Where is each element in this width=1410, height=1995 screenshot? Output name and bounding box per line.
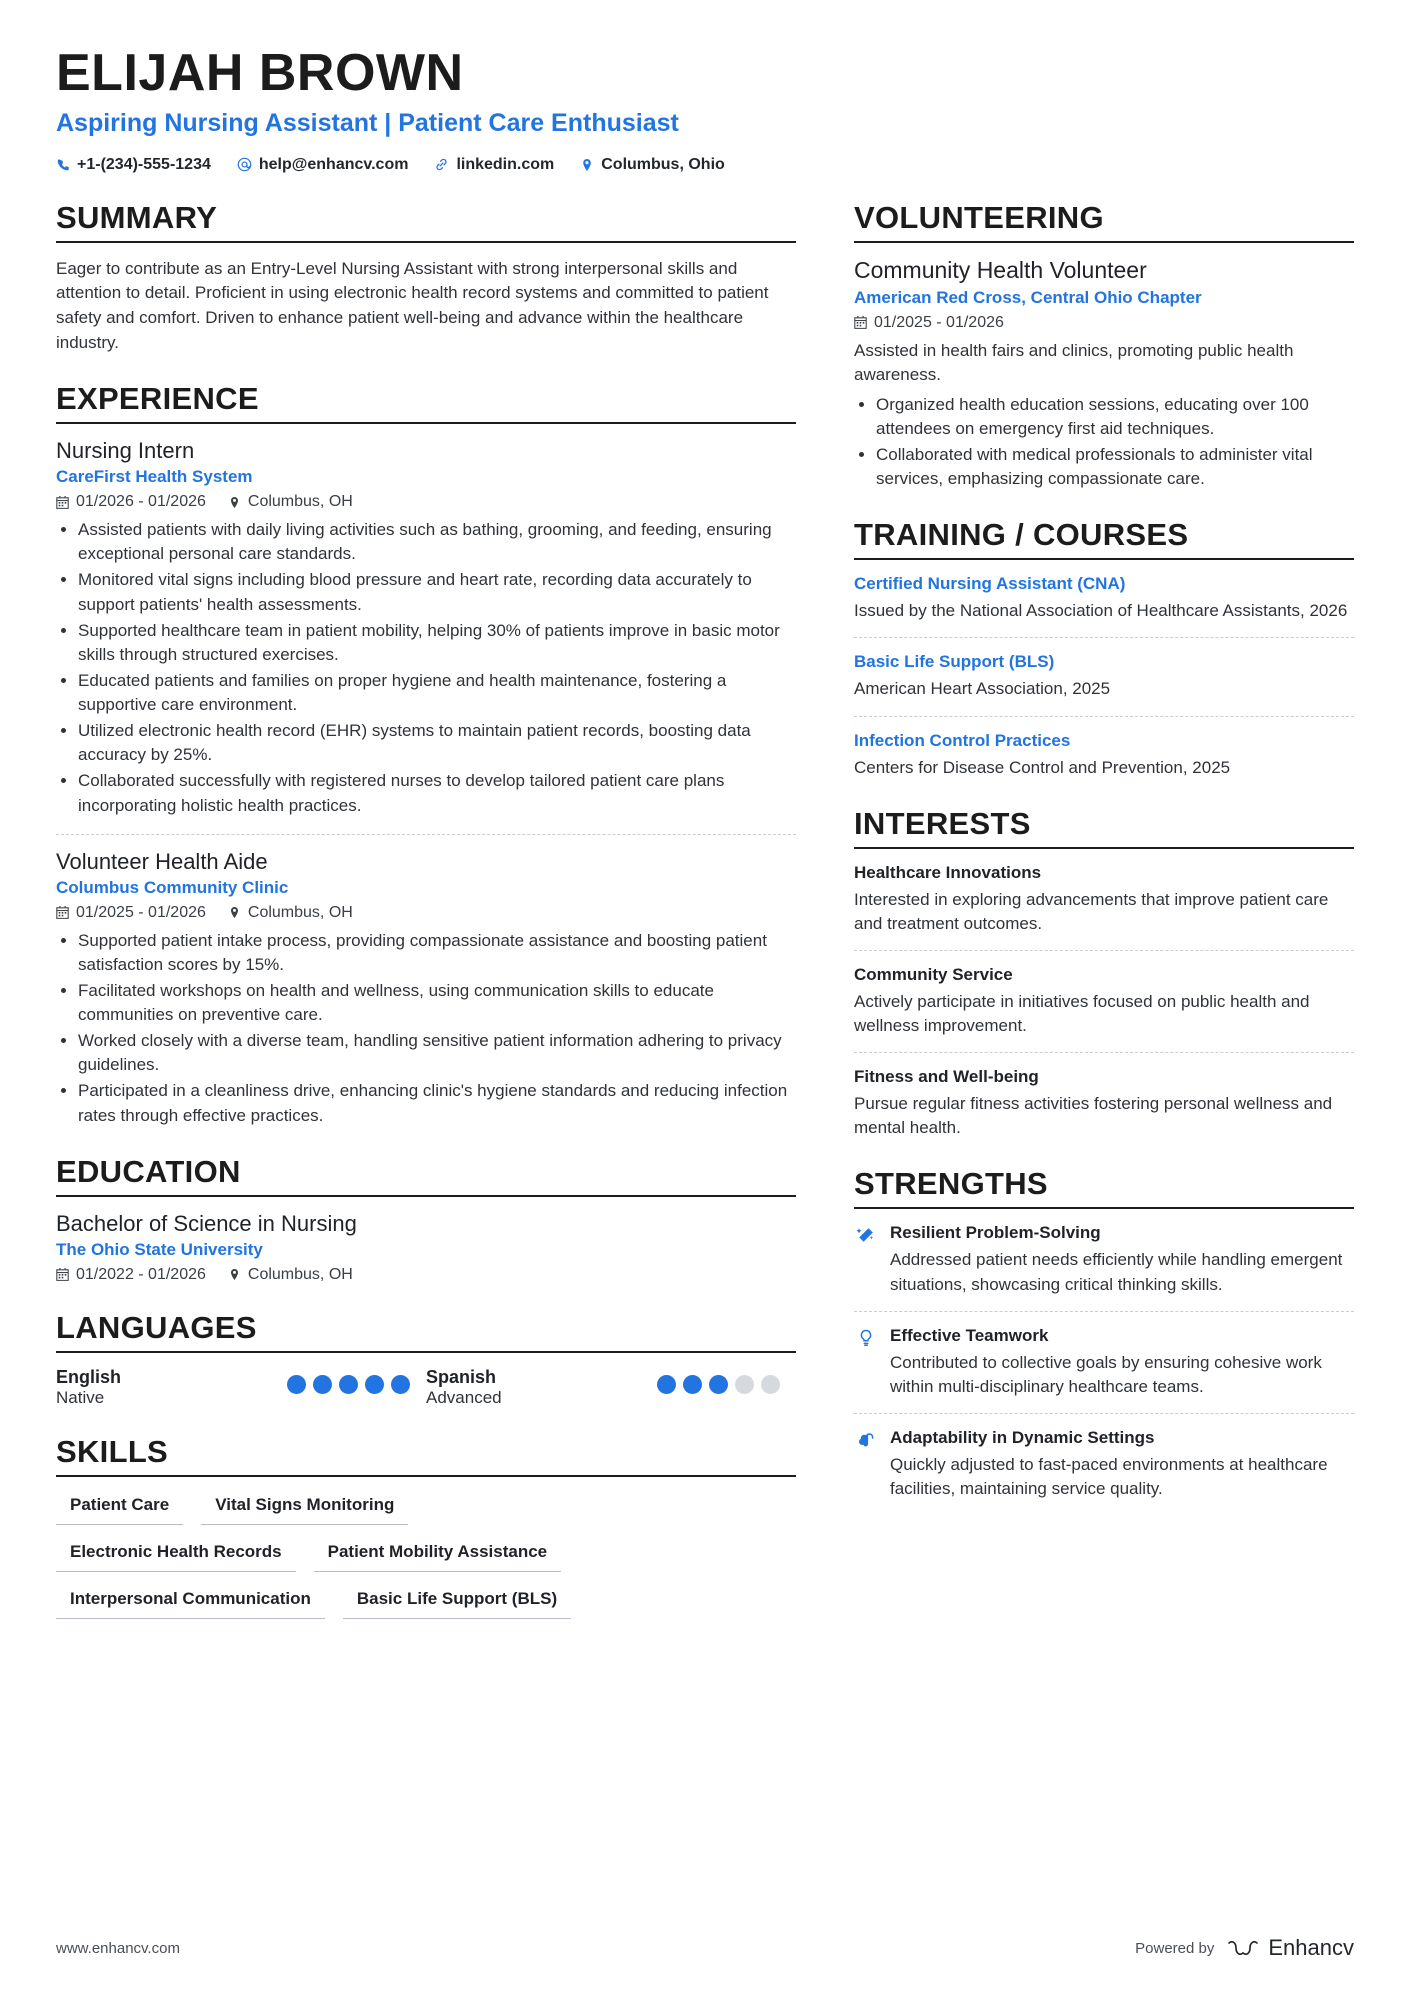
calendar-icon xyxy=(854,316,867,329)
divider xyxy=(854,1207,1354,1209)
footer-website[interactable]: www.enhancv.com xyxy=(56,1939,180,1957)
interest-name: Healthcare Innovations xyxy=(854,862,1042,882)
bullet: • Supported patient intake process, providing compassionate assistance and boosting patient satisfaction scores by 15%. xyxy=(78,929,796,977)
divider xyxy=(854,1311,1354,1312)
date-range-text: 01/2022 - 01/2026 xyxy=(76,1265,206,1283)
bullet: • Collaborated successfully with registered nurses to develop tailored patient care plans incorporating holistic health practices. xyxy=(78,769,796,817)
bullet: • Educated patients and families on proper hygiene and health maintenance, fostering a supportive care environment. xyxy=(78,669,796,717)
education-meta xyxy=(56,1266,796,1284)
training-name: Certified Nursing Assistant (CNA) xyxy=(854,574,1126,594)
location xyxy=(228,493,353,511)
language-item xyxy=(56,1367,426,1408)
section-title-training: TRAINING / COURSES xyxy=(854,517,1189,553)
rating-dot xyxy=(735,1375,754,1394)
bullet: • Utilized electronic health record (EHR) systems to maintain patient records, boosting data accuracy by 25%. xyxy=(78,719,796,767)
lightbulb-icon xyxy=(854,1326,878,1399)
training-detail: American Heart Association, 2025 xyxy=(854,679,1111,699)
experience-org: CareFirst Health System xyxy=(56,467,253,487)
contact-email-text: help@enhancv.com xyxy=(258,155,409,173)
training-item xyxy=(854,731,1354,780)
training-item xyxy=(854,574,1354,623)
skill-tag: Patient Care xyxy=(56,1491,183,1525)
training-detail: Issued by the National Association of Healthcare Assistants, 2026 xyxy=(854,601,1348,621)
contact-location xyxy=(580,156,725,174)
bullet: • Worked closely with a diverse team, handling sensitive patient information adhering to privacy guidelines. xyxy=(78,1029,796,1077)
language-name: English xyxy=(56,1366,122,1387)
training-item xyxy=(854,652,1354,701)
skill-tag: Electronic Health Records xyxy=(56,1538,296,1572)
section-title-skills: SKILLS xyxy=(56,1433,169,1469)
calendar-icon xyxy=(56,906,69,919)
section-title-volunteering: VOLUNTEERING xyxy=(854,199,1104,235)
date-range-text: 01/2026 - 01/2026 xyxy=(76,493,206,511)
experience-entry xyxy=(56,849,796,1128)
section-languages xyxy=(56,1310,796,1408)
experience-bullets xyxy=(56,929,796,1128)
bullet: • Collaborated with medical professionals to administer vital services, emphasizing compassionate care. xyxy=(876,443,1354,491)
bullet: • Assisted patients with daily living activities such as bathing, grooming, and feeding, ensuring exceptional personal care standards. xyxy=(78,518,796,566)
experience-org: Columbus Community Clinic xyxy=(56,877,289,897)
headline: Aspiring Nursing Assistant | Patient Care Enthusiast xyxy=(56,108,679,137)
location xyxy=(228,1266,353,1284)
contact-link[interactable] xyxy=(434,156,554,174)
rating-dot xyxy=(657,1375,676,1394)
left-column xyxy=(56,200,796,1645)
experience-meta xyxy=(56,904,796,922)
education-degree: Bachelor of Science in Nursing xyxy=(56,1210,357,1236)
skill-tag: Basic Life Support (BLS) xyxy=(343,1585,571,1619)
rating-dot xyxy=(761,1375,780,1394)
date-range xyxy=(854,314,1004,332)
divider xyxy=(56,422,796,424)
contact-location-text: Columbus, Ohio xyxy=(601,155,725,173)
education-school: The Ohio State University xyxy=(56,1239,263,1259)
interest-detail: Interested in exploring advancements that improve patient care and treatment outcomes. xyxy=(854,889,1329,933)
divider xyxy=(56,1351,796,1353)
bullet: • Organized health education sessions, educating over 100 attendees on emergency first aid techniques. xyxy=(876,393,1354,441)
rating-dot xyxy=(391,1375,410,1394)
divider xyxy=(56,1475,796,1477)
section-title-languages: LANGUAGES xyxy=(56,1309,257,1345)
experience-role: Volunteer Health Aide xyxy=(56,848,268,874)
date-range xyxy=(56,493,206,511)
resume-body xyxy=(56,200,1354,1645)
experience-bullets xyxy=(56,518,796,818)
resume-header xyxy=(56,46,1354,174)
date-range xyxy=(56,1266,206,1284)
volunteering-org: American Red Cross, Central Ohio Chapter xyxy=(854,287,1202,307)
location xyxy=(228,904,353,922)
section-title-strengths: STRENGTHS xyxy=(854,1166,1048,1202)
rating-dot xyxy=(339,1375,358,1394)
page-footer xyxy=(56,1935,1354,1961)
interest-item xyxy=(854,1067,1354,1140)
strength-name: Effective Teamwork xyxy=(890,1325,1049,1345)
experience-meta xyxy=(56,493,796,511)
footer-brand-group xyxy=(1135,1935,1354,1961)
interest-name: Fitness and Well-being xyxy=(854,1067,1039,1087)
date-range-text: 01/2025 - 01/2026 xyxy=(874,313,1004,331)
interest-detail: Pursue regular fitness activities fostering personal wellness and mental health. xyxy=(854,1094,1333,1138)
training-name: Basic Life Support (BLS) xyxy=(854,652,1055,672)
date-range xyxy=(56,904,206,922)
skills-row xyxy=(56,1585,796,1619)
divider xyxy=(56,1195,796,1197)
divider xyxy=(854,716,1354,717)
strength-item xyxy=(854,1428,1354,1501)
strength-name: Adaptability in Dynamic Settings xyxy=(890,1427,1155,1447)
skills-list xyxy=(56,1491,796,1619)
rating-dot xyxy=(683,1375,702,1394)
powered-by-label: Powered by xyxy=(1135,1939,1215,1957)
section-experience xyxy=(56,381,796,1128)
language-rating xyxy=(287,1367,410,1394)
strength-item xyxy=(854,1326,1354,1399)
section-title-interests: INTERESTS xyxy=(854,805,1031,841)
location-icon xyxy=(580,158,594,172)
section-volunteering xyxy=(854,200,1354,492)
rating-dot xyxy=(709,1375,728,1394)
strength-detail: Quickly adjusted to fast-paced environments at healthcare facilities, maintaining service quality. xyxy=(890,1454,1328,1499)
training-detail: Centers for Disease Control and Prevention, 2025 xyxy=(854,757,1231,777)
strength-detail: Contributed to collective goals by ensuring cohesive work within multi-disciplinary healthcare teams. xyxy=(890,1352,1322,1396)
education-entry xyxy=(56,1211,796,1284)
volunteering-meta xyxy=(854,314,1354,332)
email-icon xyxy=(237,157,252,172)
language-name: Spanish xyxy=(426,1366,497,1387)
bullet: • Facilitated workshops on health and wellness, using communication skills to educate communities on preventive care. xyxy=(78,979,796,1027)
interest-item xyxy=(854,863,1354,936)
section-strengths xyxy=(854,1166,1354,1501)
divider xyxy=(56,241,796,243)
language-item xyxy=(426,1367,796,1408)
divider xyxy=(854,637,1354,638)
language-level: Native xyxy=(56,1387,105,1407)
contact-link-text: linkedin.com xyxy=(456,155,555,173)
brain-icon xyxy=(854,1428,878,1501)
brand-logo xyxy=(1226,1935,1354,1961)
location-icon xyxy=(228,906,241,919)
volunteering-bullets xyxy=(854,393,1354,492)
volunteering-entry xyxy=(854,257,1354,492)
volunteering-description: Assisted in health fairs and clinics, promoting public health awareness. xyxy=(854,340,1294,384)
experience-entry xyxy=(56,438,796,818)
interest-item xyxy=(854,965,1354,1038)
section-summary xyxy=(56,200,796,356)
contact-phone xyxy=(56,156,211,174)
calendar-icon xyxy=(56,1268,69,1281)
strength-detail: Addressed patient needs efficiently while handling emergent situations, showcasing critical thinking skills. xyxy=(890,1250,1343,1294)
enhancv-logo-icon xyxy=(1226,1937,1260,1959)
bullet: • Supported healthcare team in patient mobility, helping 30% of patients improve in basic motor skills through structured exercises. xyxy=(78,619,796,667)
divider xyxy=(854,241,1354,243)
location-text: Columbus, OH xyxy=(247,493,353,511)
language-rating xyxy=(657,1367,780,1394)
divider xyxy=(854,950,1354,951)
interest-detail: Actively participate in initiatives focused on public health and wellness improvement. xyxy=(854,991,1310,1036)
skill-tag: Interpersonal Communication xyxy=(56,1585,325,1619)
summary-text: Eager to contribute as an Entry-Level Nursing Assistant with strong interpersonal skills and attention to detail. Proficient in using electronic health record systems and committed to patient safety and comfort. Driven to enhance patient well-being and advance within the healthcare industry. xyxy=(56,258,769,352)
page-title: ELIJAH BROWN xyxy=(56,44,464,102)
divider xyxy=(854,847,1354,849)
location-icon xyxy=(228,496,241,509)
strength-name: Resilient Problem-Solving xyxy=(890,1223,1101,1243)
bullet: • Participated in a cleanliness drive, enhancing clinic's hygiene standards and reducing infection rates through effective practices. xyxy=(78,1079,796,1127)
language-level: Advanced xyxy=(426,1387,502,1407)
brand-name: Enhancv xyxy=(1268,1935,1354,1960)
section-title-experience: EXPERIENCE xyxy=(56,381,259,417)
calendar-icon xyxy=(56,496,69,509)
rating-dot xyxy=(313,1375,332,1394)
rating-dot xyxy=(365,1375,384,1394)
strength-item xyxy=(854,1223,1354,1296)
location-icon xyxy=(228,1268,241,1281)
date-range-text: 01/2025 - 01/2026 xyxy=(76,903,206,921)
interest-name: Community Service xyxy=(854,964,1013,984)
skill-tag: Patient Mobility Assistance xyxy=(314,1538,561,1572)
skill-tag: Vital Signs Monitoring xyxy=(201,1491,408,1525)
section-title-education: EDUCATION xyxy=(56,1153,241,1189)
languages-list xyxy=(56,1367,796,1408)
skills-row xyxy=(56,1491,796,1525)
section-skills xyxy=(56,1434,796,1619)
link-icon xyxy=(434,157,449,172)
volunteering-role: Community Health Volunteer xyxy=(854,256,1147,283)
section-education xyxy=(56,1154,796,1284)
location-text: Columbus, OH xyxy=(247,1265,353,1283)
training-name: Infection Control Practices xyxy=(854,730,1071,750)
divider xyxy=(854,558,1354,560)
bullet: • Monitored vital signs including blood pressure and heart rate, recording data accurately to support patients' health assessments. xyxy=(78,568,796,616)
rating-dot xyxy=(287,1375,306,1394)
location-text: Columbus, OH xyxy=(247,903,353,921)
experience-role: Nursing Intern xyxy=(56,438,195,464)
phone-icon xyxy=(56,158,70,172)
skills-row xyxy=(56,1538,796,1572)
divider xyxy=(854,1052,1354,1053)
divider xyxy=(854,1413,1354,1414)
divider xyxy=(56,834,796,835)
section-interests xyxy=(854,806,1354,1141)
contact-email[interactable] xyxy=(237,156,409,174)
section-training xyxy=(854,517,1354,779)
right-column xyxy=(854,200,1354,1528)
contact-row xyxy=(56,156,1354,174)
magic-wand-icon xyxy=(854,1223,878,1296)
contact-phone-text: +1-(234)-555-1234 xyxy=(77,155,211,173)
section-title-summary: SUMMARY xyxy=(56,199,218,235)
